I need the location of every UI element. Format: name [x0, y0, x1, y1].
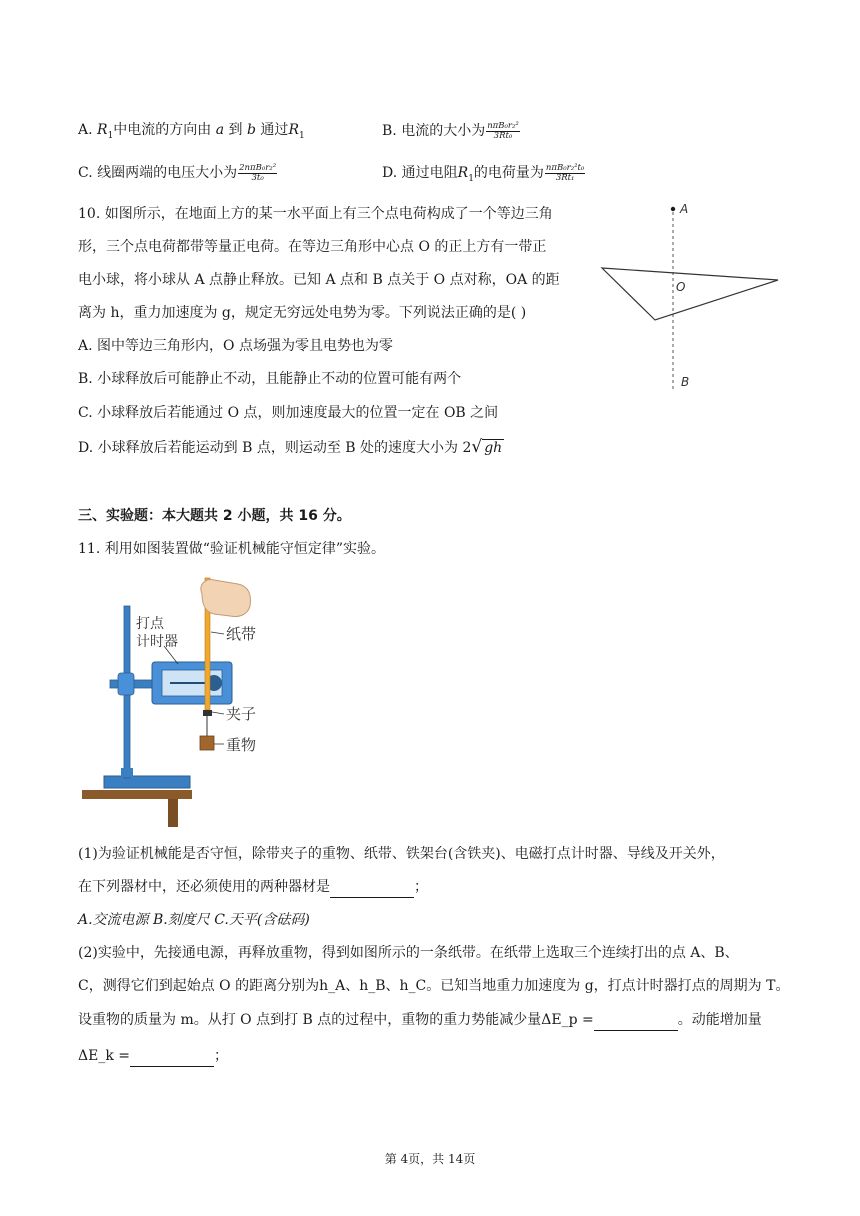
q9-option-c: C. 线圈两端的电压大小为 $\frac{\text{2nπB₀r₂²}}{\text{3t₀}}$: [78, 162, 277, 183]
page-footer: 第 4页，共 14页: [384, 1152, 476, 1166]
q11-p2-line1: (2)实验中，先接通电源，再释放重物，得到如图所示的一条纸带。在纸带上选取三个连续打出的点 A、B、: [78, 945, 739, 961]
label-b: B: [681, 375, 690, 389]
label-timer-1: 打点: [136, 616, 164, 632]
label-timer-2: 计时器: [136, 634, 178, 650]
q10-stem-line1: 10. 如图所示，在地面上方的某一水平面上有三个点电荷构成了一个等边三角: [78, 206, 553, 222]
q11-intro: 11. 利用如图装置做“验证机械能守恒定律”实验。: [78, 541, 386, 557]
q11-choices: A.交流电源 B.刻度尺 C.天平(含砝码): [78, 912, 310, 928]
q9-option-a: A. $R_1$中电流的方向由 a 到 b 通过$R_1$: [78, 122, 305, 141]
hand: [201, 580, 251, 617]
clip-leader: [212, 712, 224, 714]
point-a-dot: [671, 207, 675, 211]
table-leg: [168, 799, 178, 827]
table-top: [82, 790, 192, 799]
answer-blank[interactable]: [130, 1046, 214, 1067]
section-3-title: 三、实验题：本大题共 2 小题，共 16 分。: [78, 508, 351, 524]
q11-p1-line2: 在下列器材中，还必须使用的两种器材是 ；: [78, 877, 428, 898]
label-weight: 重物: [226, 736, 257, 754]
q9-option-d: D. 通过电阻$R_1$的电荷量为 $\frac{\text{nπB₀r₂²t₀}}{\text{3Rt₁}}$: [382, 162, 585, 184]
q11-p2-line2: C，测得它们到起始点 O 的距离分别为h_A、h_B、h_C。已知当地重力加速度为 g，打点计时器打点的周期为 T。: [78, 978, 790, 994]
answer-blank[interactable]: [594, 1010, 678, 1031]
q10-stem-line4: 离为 h，重力加速度为 g，规定无穷远处电势为零。下列说法正确的是( ): [78, 305, 527, 321]
q11-p2-line3: 设重物的质量为 m。从打 O 点到打 B 点的过程中，重物的重力势能减少量ΔE_p = 。动能增加量: [78, 1010, 762, 1031]
stand-base: [104, 776, 190, 788]
label-tape: 纸带: [226, 625, 257, 643]
q11-apparatus-figure: [80, 572, 280, 830]
q10-option-b: B. 小球释放后可能静止不动，且能静止不动的位置可能有两个: [78, 371, 462, 387]
q10-option-a: A. 图中等边三角形内，O 点场强为零且电势也为零: [78, 338, 393, 354]
q9-option-b: B. 电流的大小为 $\frac{\text{nπB₀r₂²}}{\text{3Rt₀}}$: [382, 120, 519, 141]
q10-option-d: D. 小球释放后若能运动到 B 点，则运动至 B 处的速度大小为 2√ gh: [78, 437, 503, 457]
weight-block: [200, 736, 214, 750]
label-clip: 夹子: [226, 705, 257, 723]
clamp-knob: [118, 673, 134, 695]
q11-p2-line4: ΔE_k = ；: [78, 1046, 228, 1067]
fraction: $\frac{\text{2nπB₀r₂²}}{\text{3t₀}}$: [239, 162, 277, 183]
tape-leader: [211, 632, 224, 634]
q10-option-c: C. 小球释放后若能通过 O 点，则加速度最大的位置一定在 OB 之间: [78, 405, 499, 421]
q10-stem-line3: 电小球，将小球从 A 点静止释放。已知 A 点和 B 点关于 O 点对称，OA 的距: [78, 272, 560, 288]
pole-foot: [121, 768, 133, 777]
label-a: A: [680, 202, 689, 216]
answer-blank[interactable]: [330, 877, 414, 898]
q11-p1-line1: (1)为验证机械能是否守恒，除带夹子的重物、纸带、铁架台(含铁夹)、电磁打点计时器、导线及开关外，: [78, 846, 725, 862]
clip: [203, 710, 212, 716]
equilateral-triangle: [602, 268, 778, 320]
label-o: O: [676, 280, 686, 294]
q10-triangle-figure: [595, 198, 785, 398]
q10-stem-line2: 形，三个点电荷都带等量正电荷。在等边三角形中心点 O 的正上方有一带正: [78, 239, 547, 255]
fraction: $\frac{\text{nπB₀r₂²}}{\text{3Rt₀}}$: [487, 120, 519, 141]
fraction: $\frac{\text{nπB₀r₂²t₀}}{\text{3Rt₁}}$: [545, 162, 585, 183]
